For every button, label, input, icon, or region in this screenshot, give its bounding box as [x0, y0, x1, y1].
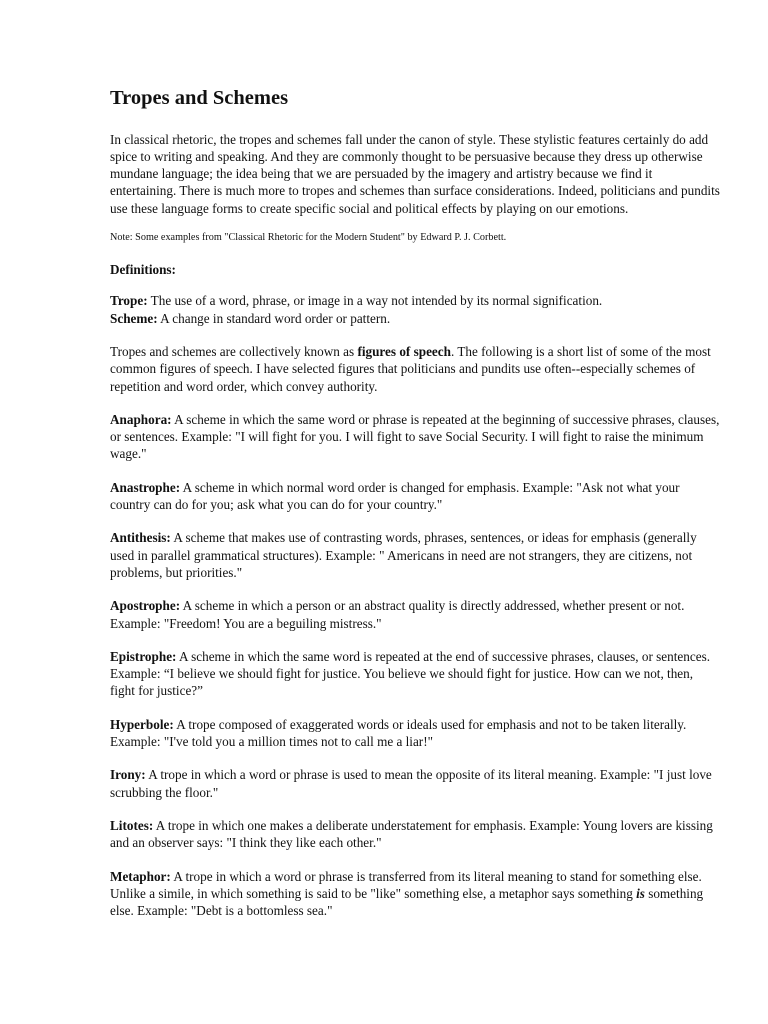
figures-of-speech-emphasis: figures of speech — [357, 343, 451, 359]
entry-text: A scheme in which a person or an abstract quality is directly addressed, whether present or not. Example: "Freedom! You are a beguiling mistress." — [110, 598, 685, 631]
entry-term: Epistrophe: — [110, 648, 177, 664]
entry-text: something else. Example: "Debt is a bottomless sea." — [110, 885, 704, 919]
entry-text: A scheme in which the same word or phrase is repeated at the beginning of successive phrases, clauses, or sentences. Example: "I will fight for you. I will fight to save Social Security. I will fight to raise the minimum wage." — [110, 411, 720, 462]
document-body — [110, 86, 720, 935]
entry-term: Apostrophe: — [110, 598, 181, 614]
entry-text: A trope in which a word or phrase is used to mean the opposite of its literal meaning. Example: "I just love scrubbing the floor." — [110, 767, 712, 800]
entry-text: A trope in which one makes a deliberate understatement for emphasis. Example: Young lovers are kissing and an observer says: "I think they like each other." — [110, 817, 713, 851]
paragraph-text: Tropes and schemes are collectively known as — [110, 343, 358, 359]
entry-apostrophe — [110, 597, 720, 632]
entry-hyperbole — [110, 716, 720, 751]
entry-term: Metaphor: — [110, 868, 171, 884]
entry-term: Anaphora: — [110, 411, 172, 427]
intro-paragraph: In classical rhetoric, the tropes and schemes fall under the canon of style. These stylistic features certainly do add spice to writing and speaking. And they are commonly thought to be persuasive because they dress up otherwise mundane language; the idea being that we are persuaded by the imagery and artistry because we find it entertaining. There is much more to tropes and schemes than surface considerations. Indeed, politicians and pundits use these language forms to create specific social and political effects by playing on our emotions. — [110, 131, 720, 216]
entry-text: A scheme in which normal word order is changed for emphasis. Example: "Ask not what your country can do for you; ask what you can do for your country." — [110, 479, 680, 513]
definition-trope — [110, 292, 720, 309]
definition-text: The use of a word, phrase, or image in a way not intended by its normal signification. — [147, 293, 603, 309]
entry-term: Anastrophe: — [110, 479, 181, 495]
metaphor-is-emphasis: is — [636, 885, 645, 901]
source-note: Note: Some examples from "Classical Rhetoric for the Modern Student" by Edward P. J. Corbett. — [110, 232, 507, 244]
entry-term: Litotes: — [110, 817, 154, 833]
entry-text: A scheme that makes use of contrasting words, phrases, sentences, or ideas for emphasis (generally used in parallel grammatical structures). Example: " Americans in need are not strangers, they are citizens, not problems, but priorities." — [110, 530, 697, 580]
entry-term: Hyperbole: — [110, 716, 174, 732]
entry-term: Antithesis: — [110, 530, 171, 546]
paragraph-text: . The following is a short list of some of the most common figures of speech. I have selected figures that politicians and pundits use often--especially schemes of repetition and word order, which convey authority. — [110, 343, 711, 394]
entry-metaphor — [110, 868, 720, 920]
entry-text: A scheme in which the same word is repeated at the end of successive phrases, clauses, or sentences. Example: “I believe we should fight for justice. You believe we should fight for justice. How can we not, then, fight for justice?” — [110, 648, 711, 699]
entry-term: Irony: — [110, 767, 146, 783]
definition-scheme — [110, 310, 720, 327]
figures-of-speech-paragraph — [110, 343, 720, 395]
entry-text: A trope composed of exaggerated words or ideals used for emphasis and not to be taken literally. Example: "I've told you a million times not to call me a liar!" — [110, 716, 687, 750]
definition-term: Scheme: — [110, 310, 158, 326]
entry-litotes — [110, 817, 720, 852]
entry-epistrophe — [110, 648, 720, 700]
definition-text: A change in standard word order or pattern. — [157, 310, 391, 326]
entry-anaphora — [110, 411, 720, 463]
document-title: Tropes and Schemes — [110, 87, 289, 109]
entry-anastrophe — [110, 479, 720, 514]
definition-term: Trope: — [110, 293, 148, 309]
entry-antithesis — [110, 529, 720, 581]
entry-irony — [110, 766, 720, 801]
definitions-heading: Definitions: — [110, 262, 176, 278]
entry-text: A trope in which a word or phrase is transferred from its literal meaning to stand for something else. Unlike a simile, in which something is said to be "like" something else, a metaphor says something — [110, 868, 702, 901]
